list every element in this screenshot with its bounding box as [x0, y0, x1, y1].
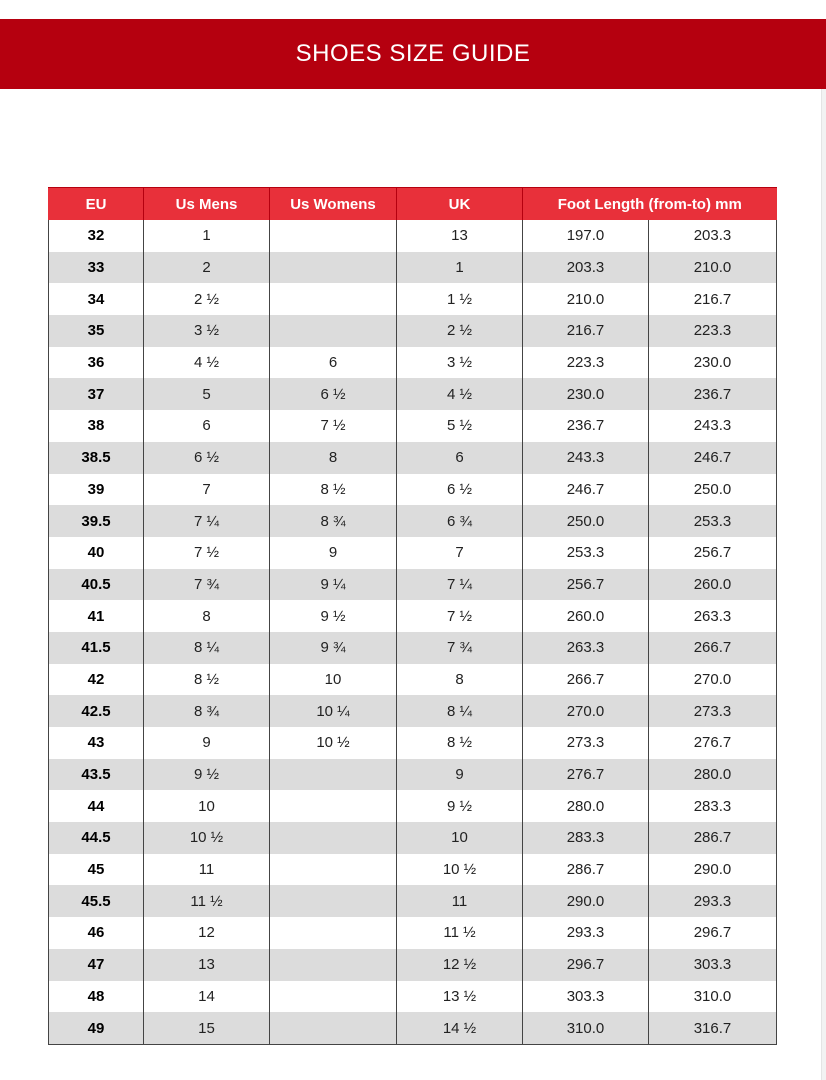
cell-foot-length-from: 270.0 — [523, 695, 649, 727]
cell-us-womens — [270, 315, 397, 347]
cell-eu: 49 — [49, 1012, 144, 1044]
cell-us-womens: 8 ¾ — [270, 505, 397, 537]
cell-foot-length-to: 290.0 — [649, 854, 777, 886]
table-row — [49, 505, 777, 537]
table-row — [49, 885, 777, 917]
cell-foot-length-to: 246.7 — [649, 442, 777, 474]
cell-foot-length-to: 280.0 — [649, 759, 777, 791]
cell-eu: 44 — [49, 790, 144, 822]
table-row — [49, 759, 777, 791]
cell-foot-length-to: 216.7 — [649, 283, 777, 315]
table-row — [49, 442, 777, 474]
cell-foot-length-from: 197.0 — [523, 220, 649, 252]
cell-us-mens: 10 ½ — [144, 822, 270, 854]
cell-uk: 5 ½ — [397, 410, 523, 442]
cell-us-womens: 8 ½ — [270, 474, 397, 506]
cell-foot-length-to: 276.7 — [649, 727, 777, 759]
cell-us-mens: 12 — [144, 917, 270, 949]
cell-foot-length-from: 293.3 — [523, 917, 649, 949]
cell-eu: 40 — [49, 537, 144, 569]
cell-eu: 41.5 — [49, 632, 144, 664]
table-row — [49, 537, 777, 569]
cell-us-mens: 8 ½ — [144, 664, 270, 696]
cell-foot-length-from: 203.3 — [523, 252, 649, 284]
cell-foot-length-to: 260.0 — [649, 569, 777, 601]
table-row — [49, 220, 777, 252]
cell-foot-length-to: 250.0 — [649, 474, 777, 506]
cell-foot-length-to: 210.0 — [649, 252, 777, 284]
cell-eu: 45 — [49, 854, 144, 886]
table-row — [49, 569, 777, 601]
cell-foot-length-from: 253.3 — [523, 537, 649, 569]
cell-us-womens — [270, 981, 397, 1013]
table-row — [49, 1012, 777, 1044]
table-header-row — [49, 188, 777, 221]
header-us-mens: Us Mens — [144, 188, 270, 221]
cell-us-womens — [270, 885, 397, 917]
cell-eu: 39.5 — [49, 505, 144, 537]
table-row — [49, 822, 777, 854]
cell-uk: 6 ¾ — [397, 505, 523, 537]
table-row — [49, 315, 777, 347]
cell-foot-length-to: 270.0 — [649, 664, 777, 696]
cell-us-mens: 1 — [144, 220, 270, 252]
cell-foot-length-to: 236.7 — [649, 378, 777, 410]
cell-uk: 9 ½ — [397, 790, 523, 822]
cell-us-womens: 8 — [270, 442, 397, 474]
page-title: SHOES SIZE GUIDE — [295, 40, 531, 67]
cell-us-mens: 7 ¼ — [144, 505, 270, 537]
cell-foot-length-from: 303.3 — [523, 981, 649, 1013]
cell-foot-length-from: 310.0 — [523, 1012, 649, 1044]
cell-us-womens — [270, 854, 397, 886]
cell-us-womens: 9 ½ — [270, 600, 397, 632]
cell-foot-length-from: 246.7 — [523, 474, 649, 506]
cell-foot-length-from: 216.7 — [523, 315, 649, 347]
cell-us-mens: 14 — [144, 981, 270, 1013]
cell-uk: 1 — [397, 252, 523, 284]
cell-us-mens: 8 — [144, 600, 270, 632]
cell-foot-length-from: 266.7 — [523, 664, 649, 696]
cell-us-mens: 5 — [144, 378, 270, 410]
cell-eu: 46 — [49, 917, 144, 949]
cell-uk: 8 — [397, 664, 523, 696]
cell-eu: 47 — [49, 949, 144, 981]
table-row — [49, 664, 777, 696]
cell-eu: 34 — [49, 283, 144, 315]
cell-foot-length-from: 296.7 — [523, 949, 649, 981]
cell-foot-length-from: 256.7 — [523, 569, 649, 601]
cell-foot-length-from: 260.0 — [523, 600, 649, 632]
cell-us-womens: 7 ½ — [270, 410, 397, 442]
cell-uk: 8 ½ — [397, 727, 523, 759]
top-strip — [0, 0, 826, 19]
table-row — [49, 949, 777, 981]
cell-us-womens: 9 — [270, 537, 397, 569]
cell-eu: 33 — [49, 252, 144, 284]
cell-uk: 13 — [397, 220, 523, 252]
cell-uk: 7 ½ — [397, 600, 523, 632]
cell-us-womens — [270, 252, 397, 284]
cell-uk: 10 ½ — [397, 854, 523, 886]
cell-eu: 43.5 — [49, 759, 144, 791]
cell-us-mens: 2 — [144, 252, 270, 284]
cell-us-womens: 10 ¼ — [270, 695, 397, 727]
cell-foot-length-to: 203.3 — [649, 220, 777, 252]
table-row — [49, 854, 777, 886]
cell-us-mens: 2 ½ — [144, 283, 270, 315]
cell-uk: 6 — [397, 442, 523, 474]
cell-us-mens: 10 — [144, 790, 270, 822]
table-row — [49, 347, 777, 379]
cell-foot-length-to: 223.3 — [649, 315, 777, 347]
cell-us-mens: 11 ½ — [144, 885, 270, 917]
cell-us-womens: 6 ½ — [270, 378, 397, 410]
cell-us-mens: 8 ¼ — [144, 632, 270, 664]
cell-eu: 41 — [49, 600, 144, 632]
cell-us-mens: 9 ½ — [144, 759, 270, 791]
cell-us-mens: 7 — [144, 474, 270, 506]
cell-foot-length-to: 253.3 — [649, 505, 777, 537]
table-body — [49, 220, 777, 1044]
cell-foot-length-to: 243.3 — [649, 410, 777, 442]
cell-uk: 14 ½ — [397, 1012, 523, 1044]
header-uk: UK — [397, 188, 523, 221]
table-row — [49, 790, 777, 822]
cell-eu: 39 — [49, 474, 144, 506]
cell-uk: 7 ¼ — [397, 569, 523, 601]
cell-uk: 8 ¼ — [397, 695, 523, 727]
cell-eu: 48 — [49, 981, 144, 1013]
cell-uk: 6 ½ — [397, 474, 523, 506]
cell-foot-length-from: 290.0 — [523, 885, 649, 917]
cell-foot-length-from: 236.7 — [523, 410, 649, 442]
cell-foot-length-to: 256.7 — [649, 537, 777, 569]
cell-eu: 44.5 — [49, 822, 144, 854]
size-table — [48, 187, 777, 1045]
table-row — [49, 727, 777, 759]
cell-us-womens — [270, 759, 397, 791]
cell-eu: 40.5 — [49, 569, 144, 601]
table-row — [49, 283, 777, 315]
cell-eu: 35 — [49, 315, 144, 347]
cell-foot-length-from: 250.0 — [523, 505, 649, 537]
cell-eu: 36 — [49, 347, 144, 379]
cell-us-womens — [270, 790, 397, 822]
cell-foot-length-to: 310.0 — [649, 981, 777, 1013]
cell-us-mens: 4 ½ — [144, 347, 270, 379]
page-edge-divider — [821, 89, 826, 1080]
header-foot-length: Foot Length (from-to) mm — [523, 188, 777, 221]
cell-eu: 38 — [49, 410, 144, 442]
cell-uk: 10 — [397, 822, 523, 854]
cell-uk: 12 ½ — [397, 949, 523, 981]
cell-eu: 45.5 — [49, 885, 144, 917]
cell-uk: 7 — [397, 537, 523, 569]
cell-uk: 4 ½ — [397, 378, 523, 410]
cell-foot-length-to: 273.3 — [649, 695, 777, 727]
cell-foot-length-to: 296.7 — [649, 917, 777, 949]
cell-eu: 43 — [49, 727, 144, 759]
cell-us-womens: 10 — [270, 664, 397, 696]
cell-uk: 1 ½ — [397, 283, 523, 315]
cell-us-womens: 6 — [270, 347, 397, 379]
cell-us-mens: 13 — [144, 949, 270, 981]
cell-us-mens: 9 — [144, 727, 270, 759]
cell-us-womens — [270, 1012, 397, 1044]
table-row — [49, 474, 777, 506]
cell-foot-length-to: 286.7 — [649, 822, 777, 854]
table-row — [49, 378, 777, 410]
cell-foot-length-from: 230.0 — [523, 378, 649, 410]
cell-us-mens: 15 — [144, 1012, 270, 1044]
cell-us-womens — [270, 220, 397, 252]
cell-uk: 11 — [397, 885, 523, 917]
cell-us-mens: 3 ½ — [144, 315, 270, 347]
cell-foot-length-from: 283.3 — [523, 822, 649, 854]
cell-us-mens: 7 ½ — [144, 537, 270, 569]
cell-foot-length-to: 316.7 — [649, 1012, 777, 1044]
cell-uk: 9 — [397, 759, 523, 791]
cell-foot-length-to: 283.3 — [649, 790, 777, 822]
cell-uk: 3 ½ — [397, 347, 523, 379]
page-title-banner — [0, 19, 826, 89]
table-row — [49, 695, 777, 727]
cell-eu: 32 — [49, 220, 144, 252]
cell-foot-length-from: 280.0 — [523, 790, 649, 822]
table-row — [49, 917, 777, 949]
cell-foot-length-to: 263.3 — [649, 600, 777, 632]
cell-foot-length-from: 243.3 — [523, 442, 649, 474]
cell-us-mens: 6 ½ — [144, 442, 270, 474]
cell-eu: 37 — [49, 378, 144, 410]
table-row — [49, 252, 777, 284]
cell-uk: 11 ½ — [397, 917, 523, 949]
cell-eu: 42 — [49, 664, 144, 696]
cell-uk: 7 ¾ — [397, 632, 523, 664]
cell-uk: 2 ½ — [397, 315, 523, 347]
cell-foot-length-from: 286.7 — [523, 854, 649, 886]
cell-us-womens: 9 ¾ — [270, 632, 397, 664]
size-table-container — [48, 187, 776, 1045]
cell-us-mens: 8 ¾ — [144, 695, 270, 727]
cell-us-womens: 9 ¼ — [270, 569, 397, 601]
header-eu: EU — [49, 188, 144, 221]
cell-foot-length-to: 293.3 — [649, 885, 777, 917]
cell-foot-length-from: 276.7 — [523, 759, 649, 791]
cell-foot-length-from: 273.3 — [523, 727, 649, 759]
cell-foot-length-from: 223.3 — [523, 347, 649, 379]
cell-us-mens: 11 — [144, 854, 270, 886]
cell-foot-length-from: 210.0 — [523, 283, 649, 315]
cell-foot-length-to: 230.0 — [649, 347, 777, 379]
cell-foot-length-to: 266.7 — [649, 632, 777, 664]
cell-uk: 13 ½ — [397, 981, 523, 1013]
cell-us-womens — [270, 917, 397, 949]
cell-us-womens — [270, 822, 397, 854]
cell-us-mens: 6 — [144, 410, 270, 442]
cell-foot-length-to: 303.3 — [649, 949, 777, 981]
cell-eu: 42.5 — [49, 695, 144, 727]
cell-foot-length-from: 263.3 — [523, 632, 649, 664]
header-us-womens: Us Womens — [270, 188, 397, 221]
table-row — [49, 600, 777, 632]
table-row — [49, 981, 777, 1013]
cell-us-mens: 7 ¾ — [144, 569, 270, 601]
cell-us-womens: 10 ½ — [270, 727, 397, 759]
cell-us-womens — [270, 949, 397, 981]
table-row — [49, 632, 777, 664]
cell-us-womens — [270, 283, 397, 315]
table-row — [49, 410, 777, 442]
cell-eu: 38.5 — [49, 442, 144, 474]
